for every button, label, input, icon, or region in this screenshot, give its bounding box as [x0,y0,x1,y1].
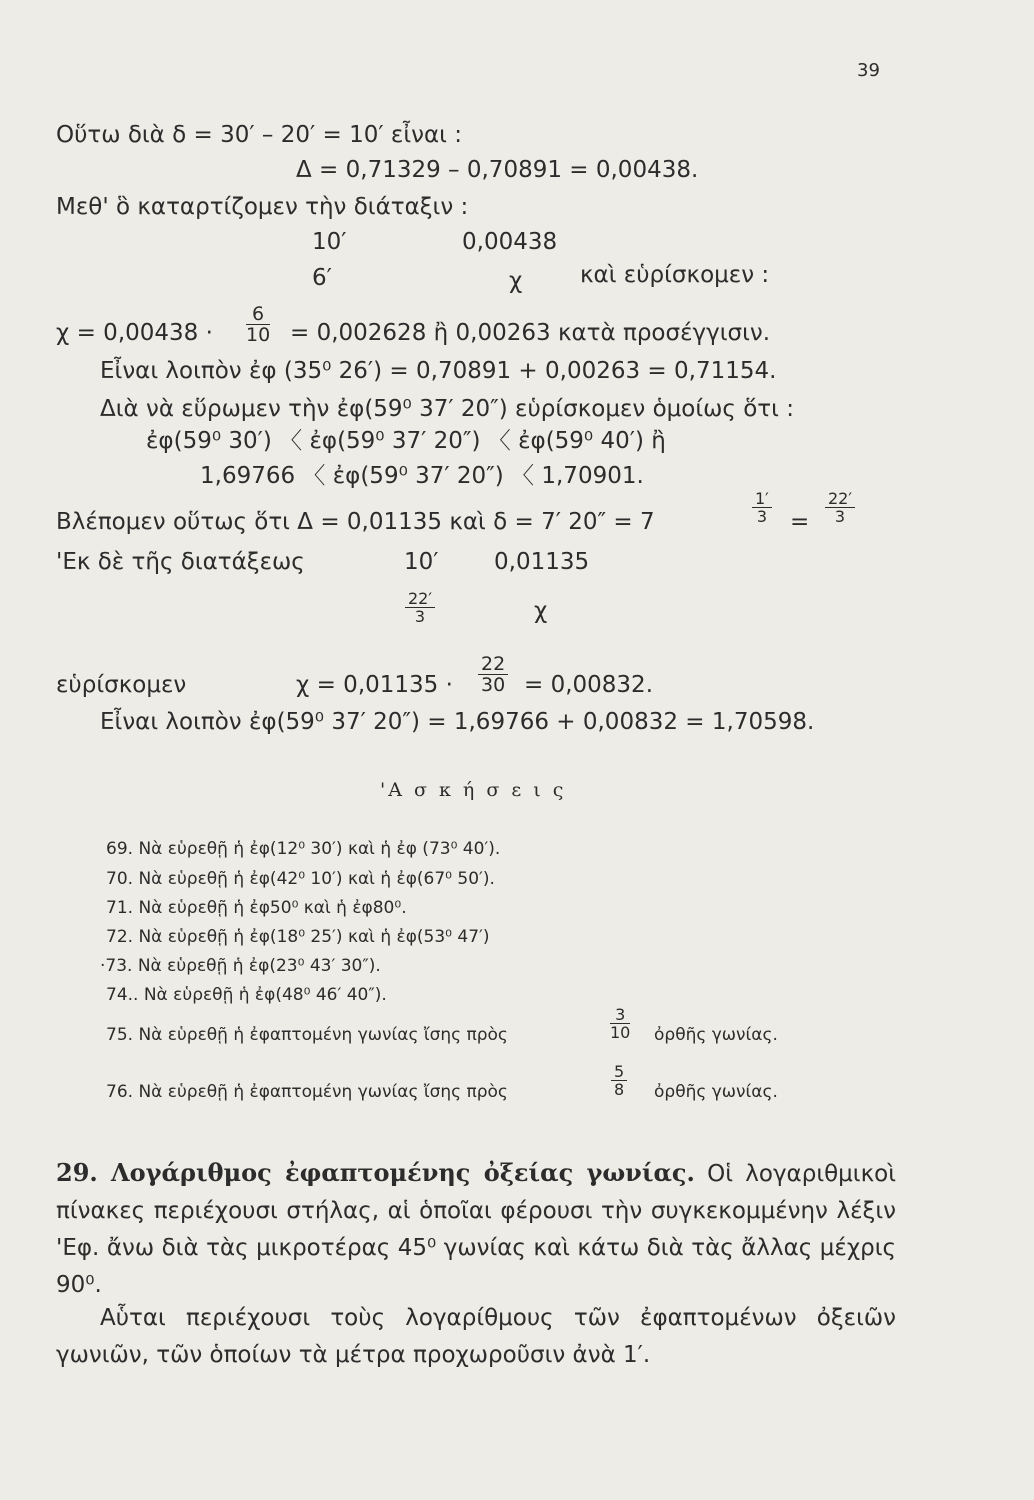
equation-line: χ = 0,01135 · [296,672,453,698]
exercise-item: 72. Νὰ εὑρεθῇ ἡ ἐφ(18⁰ 25′) καὶ ἡ ἐφ(53⁰ 47′) [106,927,490,947]
text-line: Μεθ' ὃ καταρτίζομεν τὴν διάταξιν : [56,194,469,220]
section-body: Οἱ λογαριθμικοὶ πίνακες περιέχουσι στήλας, αἱ ὁποῖαι φέρουσι τὴν συγκεκομμένην λέξιν 'Εφ. ἄνω διὰ τὰς μικροτέρας 45⁰ γωνίας καὶ κάτω διὰ τὰς ἄλλας μέχρις 90⁰. [56,1161,897,1298]
section-title: 29. Λογάριθμος ἐφαπτομένης ὀξείας γωνίας. [56,1158,695,1187]
fraction-denominator: 30 [481,674,506,696]
page-number: 39 [857,60,880,81]
fraction [752,490,772,525]
equation-line: = 0,002628 ἢ 0,00263 κατὰ προσέγγισιν. [290,320,771,346]
exercise-tail: ὀρθῆς γωνίας. [654,1025,778,1045]
table-cell: χ [509,268,523,294]
fraction [611,1063,627,1098]
table-cell: 0,00438 [462,229,558,255]
fraction-numerator: 5 [611,1063,627,1081]
fraction-denominator: 8 [614,1080,625,1099]
exercise-item: ·73. Νὰ εὑρεθῇ ἡ ἐφ(23⁰ 43′ 30″). [100,956,381,976]
equation-line: ἐφ(59⁰ 30′) 〈 ἐφ(59⁰ 37′ 20″) 〈 ἐφ(59⁰ 40′) ἢ [146,428,666,454]
exercise-item: 76. Νὰ εὑρεθῇ ἡ ἐφαπτομένη γωνίας ἴσης πρὸς [106,1082,508,1102]
text-line: 'Εκ δὲ τῆς διατάξεως [56,549,305,575]
exercise-item: 69. Νὰ εὑρεθῇ ἡ ἐφ(12⁰ 30′) καὶ ἡ ἐφ (73⁰ 40′). [106,839,501,859]
text-line: εὑρίσκομεν [56,672,187,698]
fraction-numerator: 1′ [752,490,772,508]
equation-line: Δ = 0,71329 – 0,70891 = 0,00438. [296,157,699,183]
table-cell: 10′ [312,229,347,255]
fraction [825,490,855,525]
equation-line: χ = 0,00438 · [56,320,213,346]
equation-line: Εἶναι λοιπὸν ἐφ(59⁰ 37′ 20″) = 1,69766 + 0,00832 = 1,70598. [100,709,815,735]
fraction-numerator: 22′ [825,490,855,508]
fraction-numerator: 22 [478,654,508,675]
table-cell: χ [534,598,548,624]
fraction-numerator: 3 [610,1006,630,1024]
fraction-numerator: 6 [246,304,270,325]
exercise-item: 71. Νὰ εὑρεθῇ ἡ ἐφ50⁰ καὶ ἡ ἐφ80⁰. [106,898,407,918]
equation-line: Βλέπομεν οὕτως ὅτι Δ = 0,01135 καὶ δ = 7′ 20″ = 7 [56,509,655,535]
fraction-denominator: 3 [414,607,426,626]
text-line: Διὰ νὰ εὕρωμεν τὴν ἐφ(59⁰ 37′ 20″) εὑρίσκομεν ὁμοίως ὅτι : [100,396,794,422]
fraction-denominator: 10 [610,1023,631,1042]
table-cell: 0,01135 [494,549,590,575]
equation-line: Εἶναι λοιπὸν ἐφ (35⁰ 26′) = 0,70891 + 0,00263 = 0,71154. [100,358,777,384]
exercises-heading: 'Α σ κ ή σ ε ι ς [380,779,567,801]
table-cell: 6′ [312,265,332,291]
equation-line: = 0,00832. [524,672,654,698]
fraction-numerator: 22′ [405,590,435,608]
exercise-tail: ὀρθῆς γωνίας. [654,1082,778,1102]
fraction-denominator: 10 [246,324,271,346]
fraction [246,304,270,345]
text-line: Οὕτω διὰ δ = 30′ – 20′ = 10′ εἶναι : [56,122,462,148]
fraction-denominator: 3 [756,507,767,526]
exercise-item: 75. Νὰ εὑρεθῇ ἡ ἐφαπτομένη γωνίας ἴσης πρὸς [106,1025,508,1045]
section-paragraph-2: Αὗται περιέχουσι τοὺς λογαρίθμους τῶν ἐφαπτομένων ὀξειῶν γωνιῶν, τῶν ὁποίων τὰ μέτρα προχωροῦσιν ἀνὰ 1′. [56,1305,896,1368]
equals-sign: = [790,509,810,535]
fraction [478,654,508,695]
exercise-item: 74.. Νὰ εὑρεθῇ ἡ ἐφ(48⁰ 46′ 40″). [106,985,387,1005]
section-paragraph [56,1154,896,1304]
fraction [610,1006,630,1041]
exercise-item: 70. Νὰ εὑρεθῇ ἡ ἐφ(42⁰ 10′) καὶ ἡ ἐφ(67⁰ 50′). [106,869,495,889]
fraction-denominator: 3 [834,507,846,526]
table-cell: 10′ [404,549,439,575]
fraction [405,590,435,625]
equation-line: 1,69766 〈 ἐφ(59⁰ 37′ 20″) 〈 1,70901. [200,463,644,489]
text-line: καὶ εὑρίσκομεν : [580,262,770,288]
